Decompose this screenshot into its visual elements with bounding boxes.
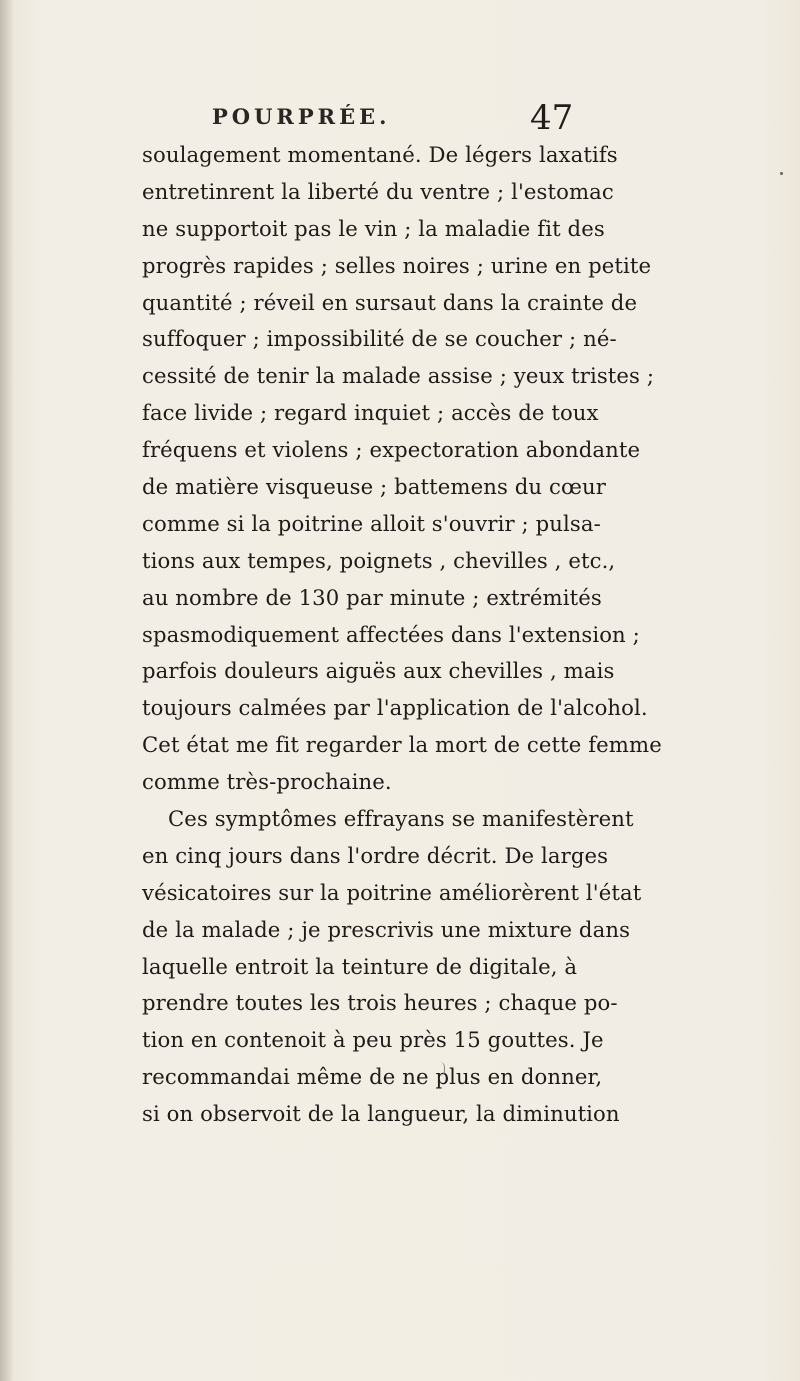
text-line: comme très-prochaine. bbox=[142, 769, 392, 795]
text-line: de la malade ; je prescrivis une mixture dans bbox=[142, 916, 631, 942]
text-line: en cinq jours dans l'ordre décrit. De larges bbox=[142, 842, 609, 868]
text-line: tion en contenoit à peu près 15 gouttes. Je bbox=[142, 1027, 604, 1053]
text-line: parfois douleurs aiguës aux chevilles , mais bbox=[142, 658, 615, 684]
body-text bbox=[142, 137, 662, 1133]
text-line: progrès rapides ; selles noires ; urine en petite bbox=[142, 252, 652, 278]
text-line: recommandai même de ne plus en donner, bbox=[142, 1064, 603, 1090]
text-line: de matière visqueuse ; battemens du cœur bbox=[142, 474, 607, 500]
text-line: spasmodiquement affectées dans l'extension ; bbox=[142, 621, 640, 647]
text-line: au nombre de 130 par minute ; extrémités bbox=[142, 584, 602, 610]
text-line: fréquens et violens ; expectoration abondante bbox=[142, 437, 641, 463]
text-line: Cet état me fit regarder la mort de cette femme bbox=[142, 732, 662, 758]
text-line: toujours calmées par l'application de l'alcohol. bbox=[142, 695, 648, 721]
text-line: laquelle entroit la teinture de digitale, à bbox=[142, 953, 578, 979]
running-title: POURPRÉE. bbox=[212, 104, 391, 129]
text-line: face livide ; regard inquiet ; accès de toux bbox=[142, 400, 599, 426]
text-line: si on observoit de la langueur, la diminution bbox=[142, 1101, 620, 1127]
running-head bbox=[0, 100, 800, 140]
text-line: entretinrent la liberté du ventre ; l'estomac bbox=[142, 178, 614, 204]
text-line: ne supportoit pas le vin ; la maladie fit des bbox=[142, 215, 605, 241]
paragraph-first-line: Ces symptômes effrayans se manifestèrent bbox=[168, 806, 634, 832]
text-line: tions aux tempes, poignets , chevilles , etc., bbox=[142, 547, 616, 573]
text-line: comme si la poitrine alloit s'ouvrir ; pulsa- bbox=[142, 510, 601, 536]
text-line: quantité ; réveil en sursaut dans la crainte de bbox=[142, 289, 638, 315]
page-number: 47 bbox=[530, 98, 574, 138]
page-gutter-shadow bbox=[0, 0, 14, 1381]
text-line: soulagement momentané. De légers laxatifs bbox=[142, 142, 618, 167]
paper-speck bbox=[780, 172, 783, 175]
text-line: vésicatoires sur la poitrine améliorèrent l'état bbox=[142, 879, 642, 905]
text-line: suffoquer ; impossibilité de se coucher ; né- bbox=[142, 326, 617, 352]
text-line: cessité de tenir la malade assise ; yeux tristes ; bbox=[142, 363, 655, 389]
text-line: prendre toutes les trois heures ; chaque po- bbox=[142, 990, 618, 1016]
